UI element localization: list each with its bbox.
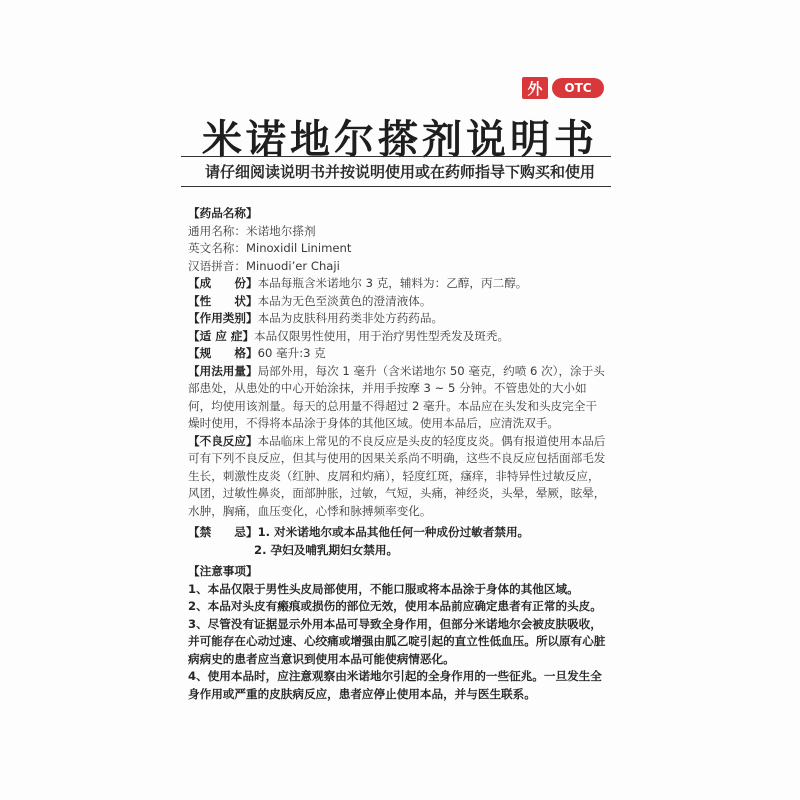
drug-name-heading: 【药品名称】 [188, 206, 258, 220]
character-label: 【性 状】 [188, 293, 258, 308]
indication-value: 本品仅限男性使用，用于治疗男性型秃发及斑秃。 [254, 328, 510, 343]
character-value: 本品为无色至淡黄色的澄清液体。 [257, 293, 432, 308]
spec-row [188, 345, 608, 363]
usage-row [188, 363, 608, 433]
pinyin-value: Minuodi’er Chaji [245, 258, 340, 273]
subtitle-divider [181, 186, 611, 187]
contraindication-item-1: 1. 对米诺地尔或本品其他任何一种成份过敏者禁用。 [257, 525, 530, 539]
note-item-3: 3、尽管没有证据显示外用本品可导致全身作用，但部分米诺地尔会被皮肤吸收，并可能存在心动过速、心绞痛或增强由胍乙啶引起的直立性低血压。所以原有心脏病病史的患者应当意识到使用本品可能使病情恶化。 [188, 616, 606, 666]
otc-badge: OTC [552, 78, 604, 98]
pinyin-label: 汉语拼音： [188, 258, 246, 273]
pinyin-row [188, 258, 608, 276]
spec-label: 【规 格】 [188, 346, 258, 360]
leaflet-subtitle: 请仔细阅读说明书并按说明使用或在药师指导下购买和使用 [204, 163, 595, 181]
contraindication-item-2: 2. 孕妇及哺乳期妇女禁用。 [254, 542, 399, 557]
generic-name-label: 通用名称： [188, 223, 246, 238]
generic-name-row [188, 223, 608, 241]
composition-value: 本品每瓶含米诺地尔 3 克，辅料为：乙醇，丙二醇。 [257, 276, 528, 290]
composition-label: 【成 份】 [188, 276, 258, 290]
notes-heading: 【注意事项】 [188, 564, 258, 578]
contraindication-row [188, 524, 608, 542]
adverse-label: 【不良反应】 [188, 433, 258, 448]
category-badges [522, 77, 604, 99]
category-value: 本品为皮肤科用药类非处方药药品。 [257, 311, 444, 325]
indication-label: 【适 应 症】 [188, 328, 255, 343]
composition-row [188, 275, 608, 293]
spec-value: 60 毫升:3 克 [257, 346, 326, 360]
note-item-1: 1、本品仅限于男性头皮局部使用，不能口服或将本品涂于身体的其他区域。 [188, 581, 579, 596]
note-item-4: 4、使用本品时，应注意观察由米诺地尔引起的全身作用的一些征兆。一旦发生全身作用或严重的皮肤病反应，患者应停止使用本品，并与医生联系。 [188, 669, 602, 701]
external-use-badge: 外 [522, 77, 548, 99]
english-name-value: Minoxidil Liniment [245, 241, 352, 255]
adverse-row [188, 433, 608, 521]
category-row [188, 310, 608, 328]
english-name-label: 英文名称： [188, 241, 246, 255]
leaflet-body [188, 205, 608, 703]
usage-label: 【用法用量】 [188, 363, 258, 378]
note-item-2: 2、本品对头皮有瘢痕或损伤的部位无效，使用本品前应确定患者有正常的头皮。 [188, 599, 602, 613]
usage-value: 局部外用，每次 1 毫升（含米诺地尔 50 毫克，约喷 6 次），涂于头部患处，从患处的中心开始涂抹，并用手按摩 3 ~ 5 分钟。不管患处的大小如何，均使用该剂量。每天的总用量不得超过 2 毫升。本品应在头发和头皮完全干燥时使用，不得将本品涂于身体的其他区域。使用本品后，应清洗双手。 [188, 363, 605, 430]
contraindication-label: 【禁 忌】 [188, 525, 258, 539]
character-row [188, 293, 608, 311]
indication-row [188, 328, 608, 346]
leaflet-title: 米诺地尔搽剂说明书 [202, 117, 598, 163]
adverse-value: 本品临床上常见的不良反应是头皮的轻度皮炎。偶有报道使用本品后可有下列不良反应，但其与使用的因果关系尚不明确，这些不良反应包括面部毛发生长，刺激性皮炎（红肿、皮屑和灼痛），轻度红斑，瘙痒，非特异性过敏反应，风团，过敏性鼻炎，面部肿胀，过敏，气短，头痛，神经炎，头晕，晕厥，眩晕，水肿，胸痛，血压变化，心悸和脉搏频率变化。 [188, 433, 606, 518]
english-name-row [188, 240, 608, 258]
category-label: 【作用类别】 [188, 311, 258, 325]
title-divider [181, 156, 611, 157]
generic-name-value: 米诺地尔搽剂 [245, 223, 316, 238]
